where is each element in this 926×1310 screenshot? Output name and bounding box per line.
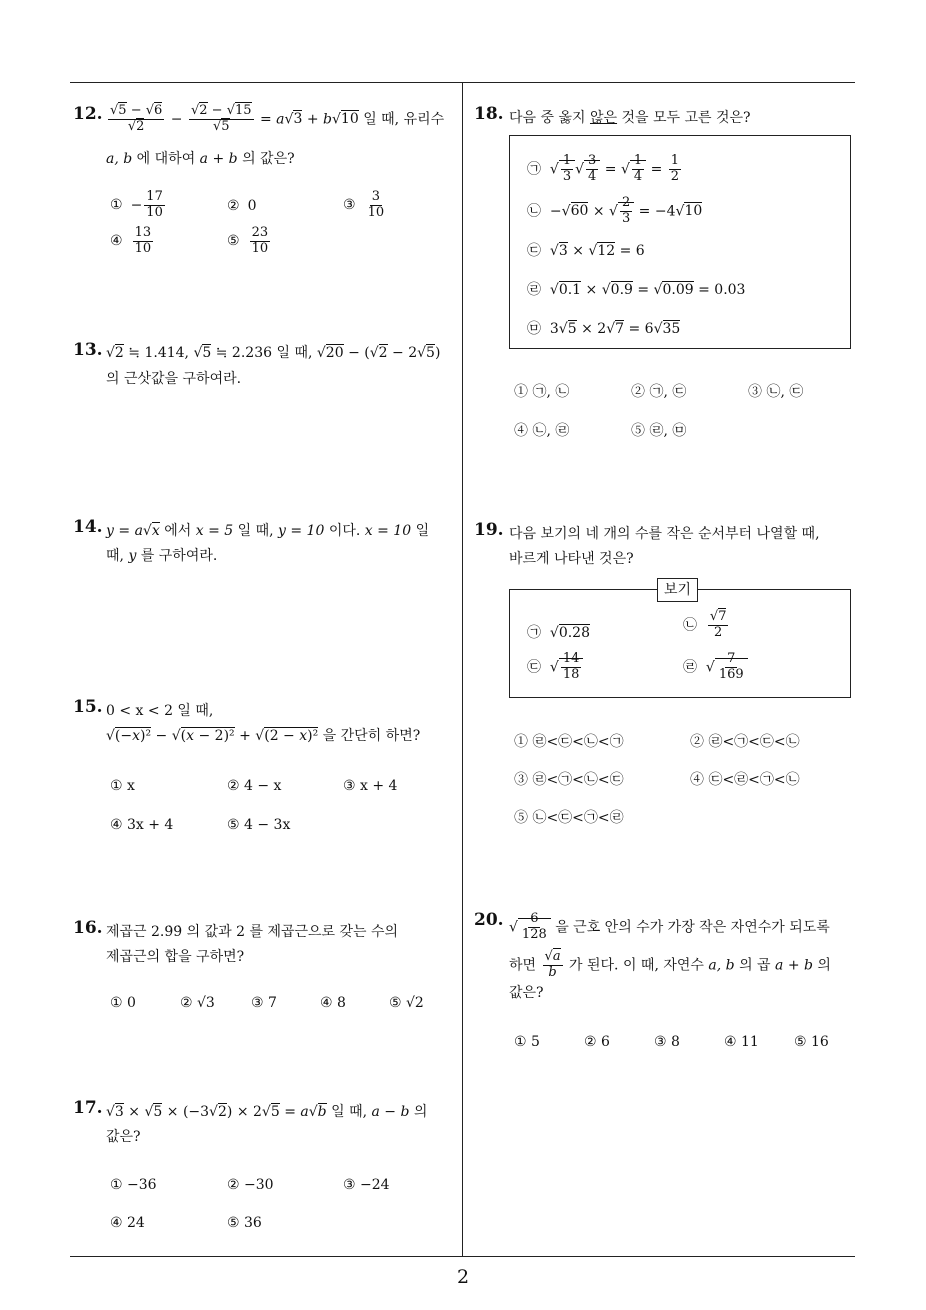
q19-option-4[interactable]: ④ ㉢<㉣<㉠<㉡ [690,772,800,788]
option-1[interactable]: ① − $\frac{17}{10}$ [110,189,163,220]
option-1[interactable]: ① x [110,778,135,794]
question-14-line2: 때, y 를 구하여라. [106,548,218,564]
option-1[interactable]: ① −36 [110,1177,157,1193]
statement-d: ㉣ √0.1 × √0.9 = √0.09 = 0.03 [527,282,746,298]
question-19-box [509,589,851,698]
option-3[interactable]: ③ −24 [343,1177,390,1193]
option-4[interactable]: ④ 11 [724,1034,759,1050]
option-2[interactable]: ② √3 [180,995,215,1011]
option-5[interactable]: ⑤ $\frac{23}{10}$ [227,225,269,256]
option-1[interactable]: ① 0 [110,995,136,1011]
question-16-line2: 제곱근의 합을 구하면? [106,949,245,965]
question-18-box [509,135,851,349]
question-19 [474,520,854,575]
question-16 [73,918,458,1018]
q18-option-4[interactable]: ④ ㉡, ㉣ [514,423,570,439]
question-12-expression: $\frac{√5 - √6}{√2}$ − $\frac{√2 - √15}{√5}$ = a√3 + b√10 일 때, 유리수 [110,103,445,134]
option-5[interactable]: ⑤ 36 [227,1215,262,1231]
option-3[interactable]: ③ x + 4 [343,778,398,794]
question-19-line2: 바르게 나타낸 것은? [509,551,634,567]
question-12 [73,104,458,274]
question-16-line1: 제곱근 2.9̇9̇ 의 값과 2 를 제곱근으로 갖는 수의 [106,924,399,940]
question-number: 16. [73,918,103,938]
question-number: 20. [474,910,504,930]
statement-e: ㉤ 3√5 × 2√7 = 6√35 [527,321,681,337]
question-15-line2: √(−x)² − √(x − 2)² + √(2 − x)² 을 간단히 하면? [106,728,421,744]
statement-a: ㉠ √ $\frac{1}{3}$ √ $\frac{3}{4}$ = √ $\frac{1}{4}$ = $\frac{1}{2}$ [527,153,680,184]
question-number: 15. [73,697,103,717]
question-20-line2: 하면 $\frac{√a}{b}$ 가 된다. 이 때, 자연수 a, b 의 곱 a + b 의 [509,949,831,980]
statement-b: ㉡ −√60 × √ $\frac{2}{3}$ = −4√10 [527,195,703,226]
option-3[interactable]: ③ 8 [654,1034,680,1050]
question-19-line1: 다음 보기의 네 개의 수를 작은 순서부터 나열할 때, [509,526,820,542]
q18-option-2[interactable]: ② ㉠, ㉢ [631,384,687,400]
question-14-line1: y = a√x 에서 x = 5 일 때, y = 10 이다. x = 10 일 [106,523,430,539]
option-5[interactable]: ⑤ 16 [794,1034,829,1050]
q18-option-5[interactable]: ⑤ ㉣, ㉤ [631,423,687,439]
option-4[interactable]: ④ $\frac{13}{10}$ [110,225,152,256]
question-15 [73,697,458,847]
option-2[interactable]: ② 4 − x [227,778,282,794]
question-number: 19. [474,520,504,540]
question-number: 17. [73,1098,103,1118]
q19-option-3[interactable]: ③ ㉣<㉠<㉡<㉢ [514,772,624,788]
q19-option-1[interactable]: ① ㉣<㉢<㉡<㉠ [514,734,624,750]
question-20-line1: √ $\frac{6}{128}$ 을 근호 안의 수가 가장 작은 자연수가 되도록 [509,911,830,942]
question-12-line2: a, b 에 대하여 a + b 의 값은? [106,151,295,167]
statement-c: ㉢ √3 × √12 = 6 [527,243,645,259]
column-divider [462,82,463,1256]
option-4[interactable]: ④ 3x + 4 [110,817,174,833]
question-13-line1: √2 ≒ 1.414, √5 ≒ 2.236 일 때, √20 − (√2 − 2√5) [106,345,441,361]
question-18 [474,104,854,134]
q18-option-1[interactable]: ① ㉠, ㉡ [514,384,570,400]
option-2[interactable]: ② 6 [584,1034,610,1050]
question-17 [73,1098,458,1238]
question-number: 18. [474,104,504,124]
option-4[interactable]: ④ 8 [320,995,346,1011]
question-15-line1: 0 < x < 2 일 때, [106,703,214,719]
option-5[interactable]: ⑤ 4 − 3x [227,817,291,833]
question-13-line2: 의 근삿값을 구하여라. [106,371,242,387]
bottom-rule [70,1256,855,1257]
q19-option-5[interactable]: ⑤ ㉡<㉢<㉠<㉣ [514,810,624,826]
question-13 [73,340,458,400]
option-4[interactable]: ④ 24 [110,1215,145,1231]
bogi-label: 보기 [657,578,698,602]
page-number: 2 [456,1266,470,1288]
item-b: ㉡ $\frac{√7}{2}$ [683,609,727,640]
question-number: 14. [73,517,103,537]
q18-option-3[interactable]: ③ ㉡, ㉢ [748,384,804,400]
option-2[interactable]: ② 0 [227,198,257,214]
question-20 [474,910,854,1060]
option-5[interactable]: ⑤ √2 [389,995,424,1011]
q19-option-2[interactable]: ② ㉣<㉠<㉢<㉡ [690,734,800,750]
option-2[interactable]: ② −30 [227,1177,274,1193]
question-number: 12. [73,104,103,124]
option-1[interactable]: ① 5 [514,1034,540,1050]
item-a: ㉠ √0.28 [527,625,590,641]
item-d: ㉣ √ $\frac{7}{169}$ [683,652,748,683]
question-14 [73,517,458,577]
question-20-line3: 값은? [509,985,544,1001]
question-12-text: 일 때, 유리수 [363,111,445,128]
option-3[interactable]: ③ 7 [251,995,277,1011]
question-17-line1: √3 × √5 × (−3√2) × 2√5 = a√b 일 때, a − b 의 [106,1104,428,1120]
question-17-line2: 값은? [106,1129,141,1145]
question-18-line1: 다음 중 옳지 않은 것을 모두 고른 것은? [509,110,751,126]
question-number: 13. [73,340,103,360]
option-3[interactable]: ③ $\frac{3}{10}$ [343,189,385,220]
item-c: ㉢ √ $\frac{14}{18}$ [527,652,583,683]
